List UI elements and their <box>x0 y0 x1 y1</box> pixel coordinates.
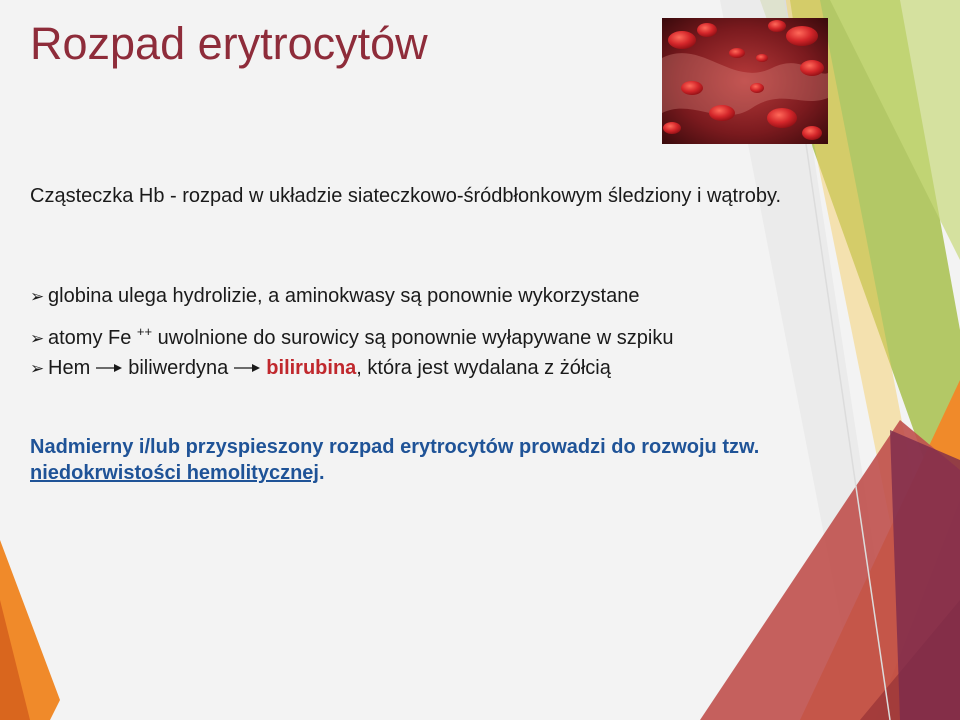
intro-text: Cząsteczka Hb - rozpad w układzie siateczkowo-śródbłonkowym śledziony i wątroby. <box>30 185 782 207</box>
bullet-text-pre: atomy Fe <box>48 327 137 349</box>
bullet-text: globina ulega hydrolizie, a aminokwasy są ponownie wykorzystane <box>48 285 640 307</box>
arrow-bullet-icon: ➢ <box>30 359 45 378</box>
superscript-charge: ++ <box>136 324 153 339</box>
right-arrow-icon <box>96 362 122 374</box>
right-arrow-icon <box>234 362 260 374</box>
bullet-list <box>30 283 850 391</box>
hemolytic-anemia-link[interactable]: niedokrwistości hemolitycznej <box>30 462 319 484</box>
biliwerdyna-text: biliwerdyna <box>128 357 229 379</box>
hem-text: Hem <box>48 357 91 379</box>
slide-title: Rozpad erytrocytów <box>30 18 428 69</box>
bullet-item-hem <box>30 355 850 391</box>
bullet-text-end: , która jest wydalana z żółcią <box>356 357 611 379</box>
conclusion-main: Nadmierny i/lub przyspieszony rozpad erytrocytów prowadzi do rozwoju tzw. <box>30 436 760 458</box>
conclusion-text <box>30 434 870 486</box>
purple-triangle <box>890 430 960 720</box>
conclusion-end: . <box>318 462 325 484</box>
arrow-bullet-icon: ➢ <box>30 329 45 348</box>
bilirubina-text: bilirubina <box>266 357 357 379</box>
red-blood-cells-image <box>662 18 828 144</box>
bullet-item-globina <box>30 283 850 319</box>
bullet-item-fe <box>30 319 850 355</box>
bullet-text-post: uwolnione do surowicy są ponownie wyłapywane w szpiku <box>152 327 674 349</box>
arrow-bullet-icon: ➢ <box>30 287 45 306</box>
